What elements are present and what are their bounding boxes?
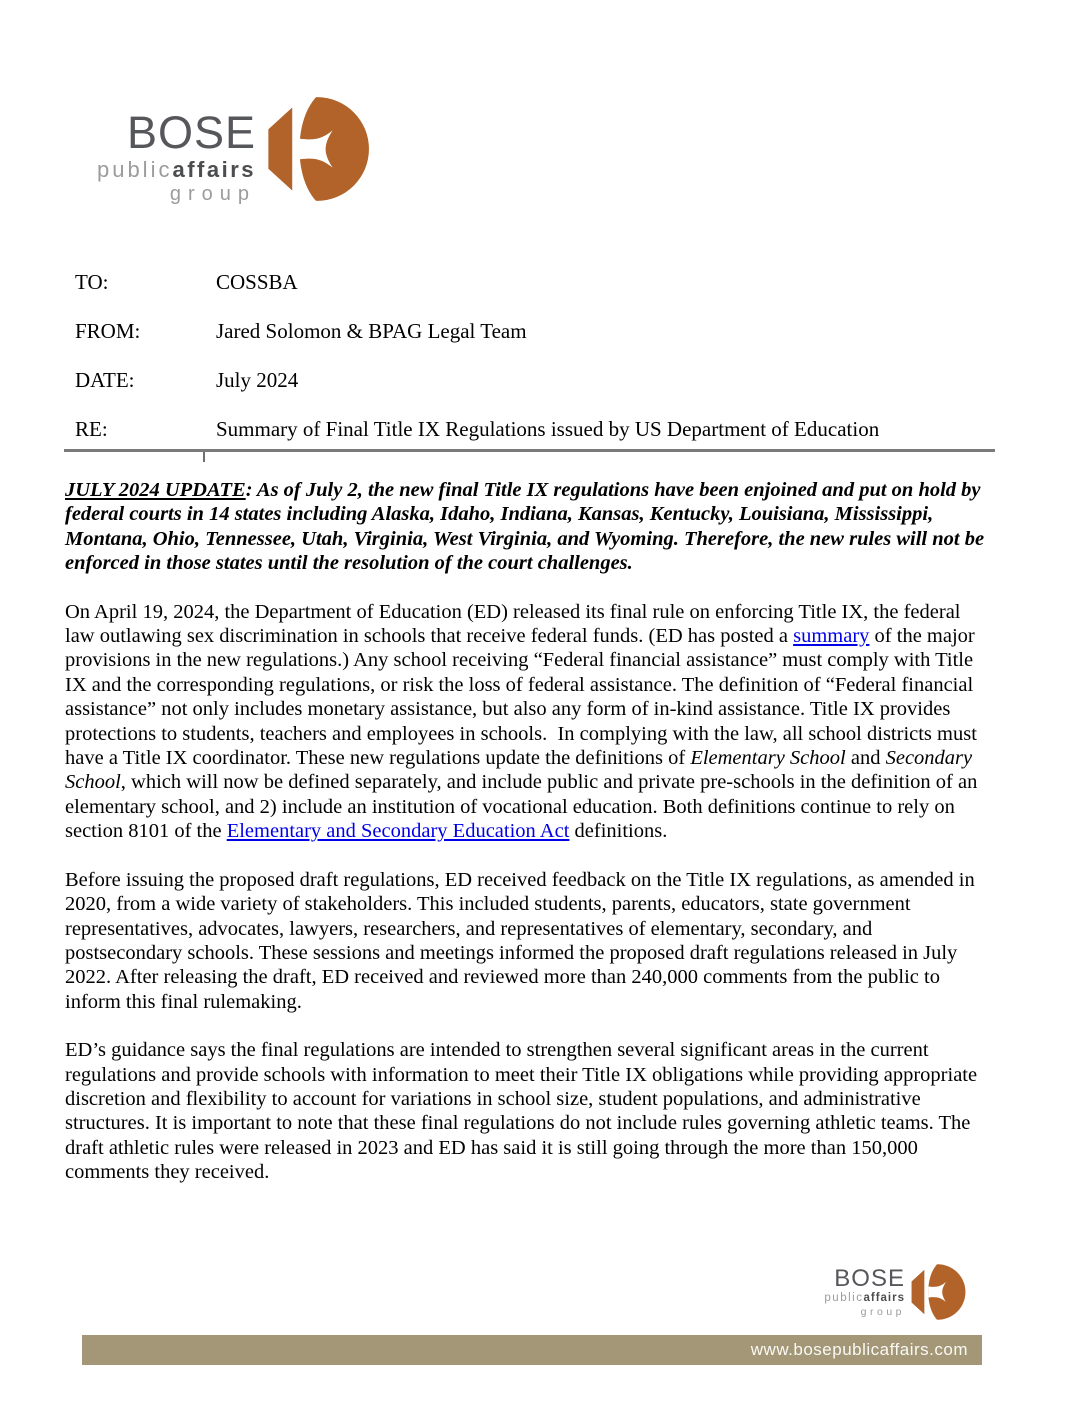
- memo-value: Jared Solomon & BPAG Legal Team: [216, 319, 527, 343]
- logo-wordmark: [48, 107, 256, 205]
- memo-row-date: [75, 368, 975, 393]
- bose-b-mark-icon: [258, 95, 370, 203]
- logo-sub-light: public: [96, 157, 173, 182]
- body-paragraph: Before issuing the proposed draft regulations, ED received feedback on the Title IX regulations, as amended in 2020, from a wide variety of stakeholders. This included students, parents, educators, state government representatives, advocates, lawyers, researchers, and representatives of elementary, secondary, and postsecondary schools. These sessions and meetings informed the proposed draft regulations released in July 2022. After releasing the draft, ED received and reviewed more than 240,000 comments from the public to inform this final rulemaking.: [65, 868, 980, 1013]
- body-paragraph: ED’s guidance says the final regulations are intended to strengthen several significant areas in the current regulations and provide schools with information to meet their Title IX obligations while providing appropriate discretion and flexibility to account for variations in school size, student populations, and administrative structures. It is important to note that these final regulations do not include rules governing athletic teams. The draft athletic rules were released in 2023 and ED has said it is still going through the more than 150,000 comments they received.: [65, 1039, 983, 1184]
- paragraph-text: , which will now be defined separately, and include public and private pre-schools in the definition of an elementary school, and 2) include an institution of vocational education. Both definitions continue to rely on section 8101 of the: [65, 771, 983, 843]
- document-body: [65, 478, 991, 1209]
- footer-logo-sub-light: public: [824, 1292, 864, 1304]
- memo-header: [75, 270, 975, 466]
- memo-value: COSSBA: [216, 270, 298, 294]
- footer-logo-sub-bottom: group: [860, 1305, 905, 1318]
- update-paragraph: [65, 478, 991, 576]
- memo-row-re: [75, 417, 975, 442]
- footer-logo-subline: [795, 1293, 905, 1305]
- logo-subline: [48, 159, 256, 181]
- update-text: : As of July 2, the new final Title IX regulations have been enjoined and put on hold by federal courts in 14 states including Alaska, Idaho, Indiana, Kansas, Kentucky, Louisiana, Mississippi, Montana, Ohio, Tennessee, Utah, Virginia, West Virginia, and Wyoming. Therefore, the new rules will not be enforced in those states until the resolution of the court challenges.: [65, 479, 990, 575]
- memo-row-to: [75, 270, 975, 295]
- paragraph-text: of the major provisions in the new regulations.) Any school receiving “Federal financial assistance” must comply with Title IX and the corresponding regulations, or risk the loss of federal assistance. The definition of “Federal financial assistance” not only includes monetary assistance, but also any form of in-kind assistance. Title IX provides protections to students, teachers and employees in schools. In complying with the law, all school districts must have a Title IX coordinator. These new regulations update the definitions of: [65, 625, 983, 770]
- summary-link[interactable]: summary: [793, 625, 870, 648]
- italic-term-elementary-school: Elementary School: [690, 747, 846, 770]
- memo-label: TO:: [75, 270, 109, 294]
- paragraph-text: On April 19, 2024, the Department of Education (ED) released its final rule on enforcing Title IX, the federal law outlawing sex discrimination in schools that receive federal funds. (ED has posted a: [65, 600, 966, 648]
- memo-label: DATE:: [75, 368, 135, 392]
- memo-value: Summary of Final Title IX Regulations issued by US Department of Education: [216, 417, 880, 441]
- footer-url[interactable]: www.bosepublicaffairs.com: [750, 1340, 968, 1359]
- header-divider-tick: [203, 452, 205, 462]
- bose-b-mark-icon: [906, 1263, 966, 1321]
- memo-row-from: [75, 319, 975, 344]
- logo-sub-bold: affairs: [172, 157, 256, 182]
- footer-logo-wordmark: [795, 1267, 905, 1317]
- logo-sub-bottom: group: [169, 183, 256, 205]
- memo-value: July 2024: [216, 368, 299, 392]
- logo-name: BOSE: [126, 107, 256, 158]
- footer-url-bar: [82, 1335, 982, 1365]
- update-heading: JULY 2024 UPDATE: [65, 479, 246, 501]
- footer-logo-sub-bold: affairs: [863, 1292, 905, 1304]
- paragraph-text: and: [845, 747, 886, 770]
- body-paragraph: [65, 600, 991, 844]
- esea-act-link[interactable]: Elementary and Secondary Education Act: [226, 820, 570, 843]
- paragraph-text: definitions.: [569, 820, 668, 843]
- italic-term-secondary-school: Secondary School: [65, 747, 978, 794]
- footer-logo-name: BOSE: [834, 1265, 905, 1292]
- memo-label: FROM:: [75, 319, 141, 343]
- memo-label: RE:: [75, 417, 108, 441]
